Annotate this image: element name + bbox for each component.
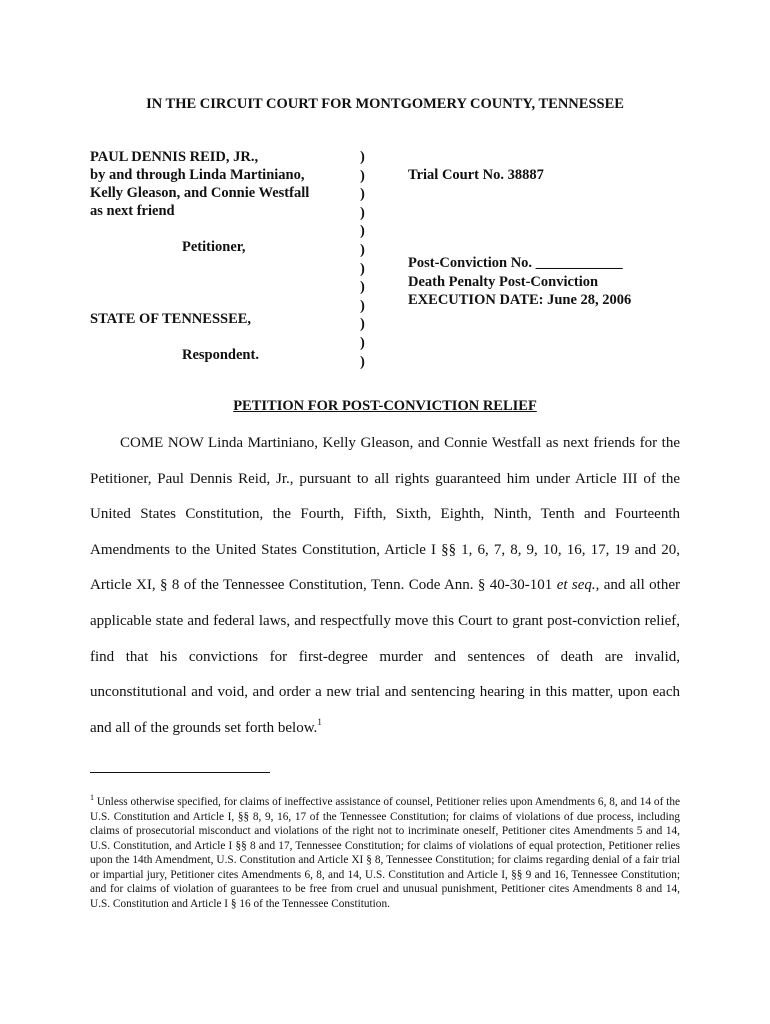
body-text-part-2: , and all other applicable state and federal laws, and respectfully move this Court to grant post-conviction relief, find that his convictions for first-degree murder and sentences of death are invalid, unconstitutional and void, and order a new trial and sentencing hearing in this matter, upon each and all of the grounds set forth below. [90, 577, 680, 736]
respondent-name: STATE OF TENNESSEE, [90, 311, 252, 327]
petitioner-role: Petitioner, [182, 239, 246, 255]
execution-date: EXECUTION DATE: June 28, 2006 [408, 292, 632, 309]
caption-parenthesis: ) [360, 149, 365, 165]
caption-parenthesis: ) [360, 186, 365, 203]
court-title: IN THE CIRCUIT COURT FOR MONTGOMERY COUNTY, TENNESSEE [146, 96, 624, 112]
caption-parenthesis: ) [360, 167, 365, 184]
case-caption-parties [90, 148, 350, 364]
footnote-separator [90, 772, 270, 773]
caption-parenthesis: ) [360, 353, 365, 370]
caption-parenthesis: ) [360, 297, 365, 314]
petition-title: PETITION FOR POST-CONVICTION RELIEF [233, 398, 537, 414]
body-text-part-1: COME NOW Linda Martiniano, Kelly Gleason, and Connie Westfall as next friends for the Petitioner, Paul Dennis Reid, Jr., pursuant to all rights guaranteed him under Article III of the United States Constitution, the Fourth, Fifth, Sixth, Eighth, Ninth, Tenth and Fourteenth Amendments to the United States Constitution, Article I §§ 1, 6, 7, 8, 9, 10, 16, 17, 19 and 20, Article XI, § 8 of the Tennessee Constitution, Tenn. Code Ann. § 40-30-101 [90, 435, 680, 594]
caption-parenthesis-column [360, 148, 365, 371]
trial-court-number: Trial Court No. 38887 [408, 167, 544, 183]
footnote-text: Unless otherwise specified, for claims of ineffective assistance of counsel, Petitioner relies upon Amendments 6, 8, and 14 of the U.S. Constitution and Article I, §§ 8, 9, 16, 17 of the Tennessee Constitution; for claims of violations of due process, including claims of prosecutorial misconduct and violations of the right not to incriminate oneself, Petitioner cites Amendments 5 and 14, U.S. Constitution, and Article I §§ 8 and 17, Tennessee Constitution; for claims of violations of equal protection, Petitioner relies upon the 14th Amendment, U.S. Constitution and Article XI § 8, Tennessee Constitution; for claims regarding denial of a fair trial or impartial jury, Petitioner cites Amendments 6, 8, and 14, U.S. Constitution and Article I, §§ 9 and 16, Tennessee Constitution; and for claims of violation of guarantees to be free from cruel and unusual punishment, Petitioner cites Amendments 8 and 14, U.S. Constitution and Article I § 16 of the Tennessee Constitution. [90, 796, 681, 910]
post-conviction-number: Post-Conviction No. ____________ [408, 255, 623, 271]
petitioner-next-friend-line-1: by and through Linda Martiniano, [90, 167, 305, 183]
footnote-marker: 1 [90, 793, 94, 802]
caption-parenthesis: ) [360, 260, 365, 277]
caption-parenthesis: ) [360, 204, 365, 221]
body-text-italic: et seq. [556, 577, 596, 594]
petitioner-name: PAUL DENNIS REID, JR., [90, 149, 259, 165]
caption-parenthesis: ) [360, 316, 365, 333]
petitioner-next-friend-line-2: Kelly Gleason, and Connie Westfall [90, 185, 310, 201]
caption-parenthesis: ) [360, 241, 365, 258]
respondent-role: Respondent. [182, 347, 259, 363]
petitioner-next-friend-line-3: as next friend [90, 203, 175, 219]
footnote [90, 795, 680, 911]
petition-body [90, 426, 680, 746]
case-info-block [408, 254, 631, 310]
caption-parenthesis: ) [360, 279, 365, 296]
case-type: Death Penalty Post-Conviction [408, 273, 599, 290]
caption-parenthesis: ) [360, 334, 365, 351]
footnote-reference[interactable]: 1 [317, 716, 322, 727]
caption-parenthesis: ) [360, 223, 365, 240]
